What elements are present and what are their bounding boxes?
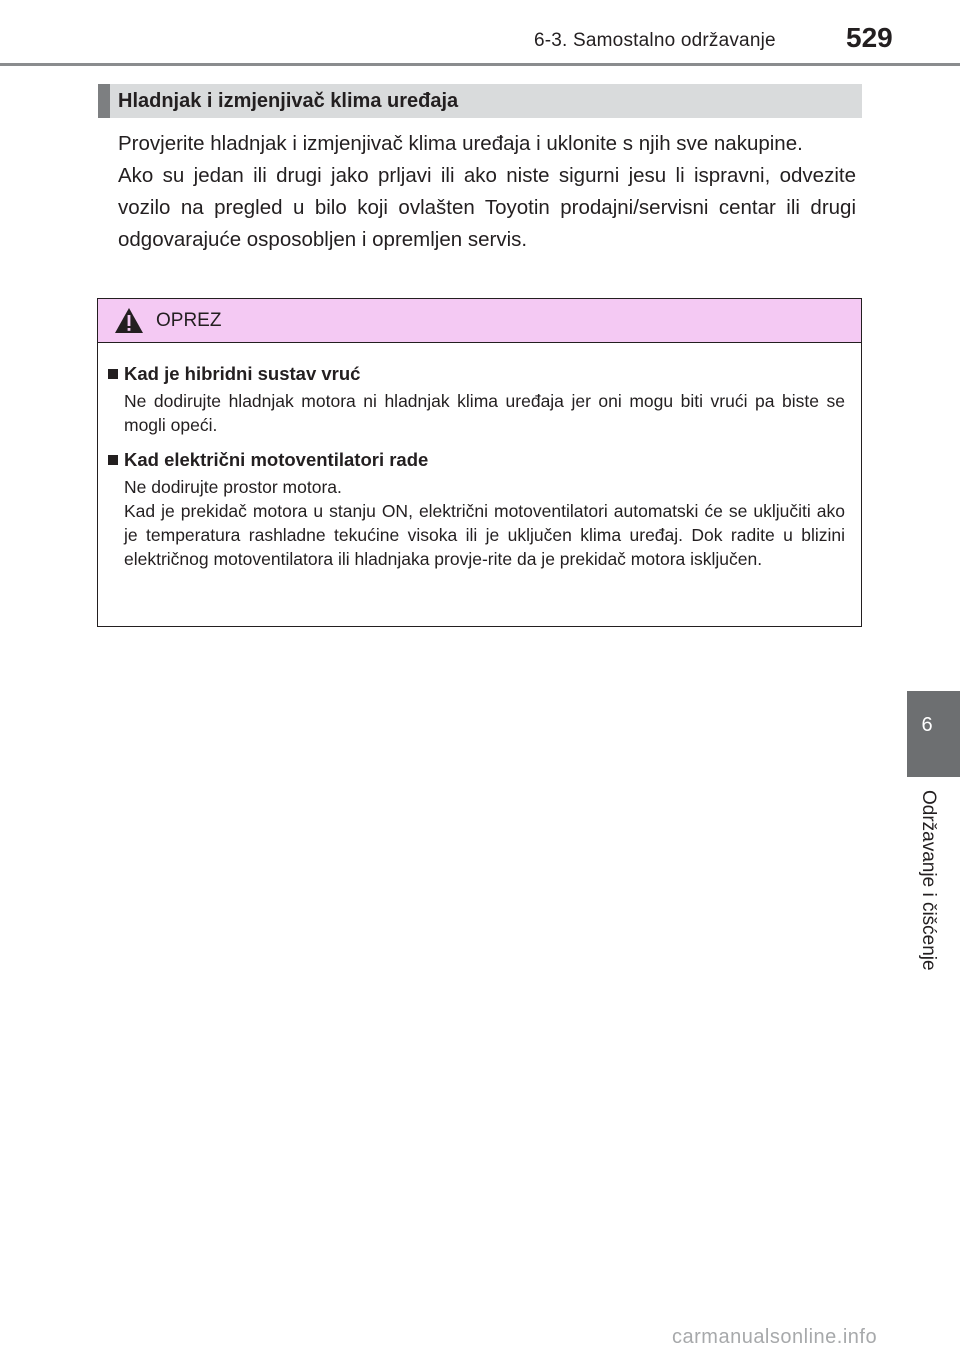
header-section-title: 6-3. Samostalno održavanje: [534, 30, 776, 51]
page-number: 529: [846, 22, 893, 53]
caution-box: [97, 298, 862, 627]
caution-item-text: [124, 389, 845, 437]
caution-item-title: [108, 363, 845, 385]
caution-item-title: [108, 449, 845, 471]
caution-item-title-text: Kad je hibridni sustav vruć: [124, 363, 361, 384]
warning-triangle-icon: [114, 307, 144, 334]
square-bullet-icon: [108, 455, 118, 465]
header-divider: [0, 63, 960, 66]
caution-item-line: Kad je prekidač motora u stanju ON, električni motoventilatori automatski će se uključiti ako je temperatura rashladne tekućine visoka ili je uključen klima uređaj. Dok radite u blizini električnog motoventilatora ili hladnjaka provje-rite da je prekidač motora isključen.: [124, 501, 845, 569]
chapter-label: Održavanje i čišćenje: [918, 790, 939, 971]
chapter-number: 6: [921, 714, 933, 736]
caution-item-text: [124, 475, 845, 571]
caution-item-title-text: Kad električni motoventilatori rade: [124, 449, 429, 470]
caution-label: OPREZ: [156, 310, 222, 331]
watermark: carmanualsonline.info: [672, 1326, 878, 1348]
body-paragraph: Provjerite hladnjak i izmjenjivač klima uređaja i uklonite s njih sve nakupine.: [118, 132, 803, 155]
body-paragraph: Ako su jedan ili drugi jako prljavi ili ako niste sigurni jesu li ispravni, odvezite vozilo na pregled u bilo koji ovlašten Toyotin prodajni/servisni centar ili drugi odgovarajuće osposobljen i opremljen servis.: [118, 164, 856, 251]
caution-header: [98, 299, 861, 343]
caution-body: [98, 343, 861, 571]
body-text: [118, 128, 856, 256]
caution-item-line: Ne dodirujte hladnjak motora ni hladnjak klima uređaja jer oni mogu biti vrući pa biste se mogli opeći.: [124, 391, 845, 435]
square-bullet-icon: [108, 369, 118, 379]
caution-item-line: Ne dodirujte prostor motora.: [124, 477, 342, 497]
section-title: Hladnjak i izmjenjivač klima uređaja: [98, 84, 862, 118]
